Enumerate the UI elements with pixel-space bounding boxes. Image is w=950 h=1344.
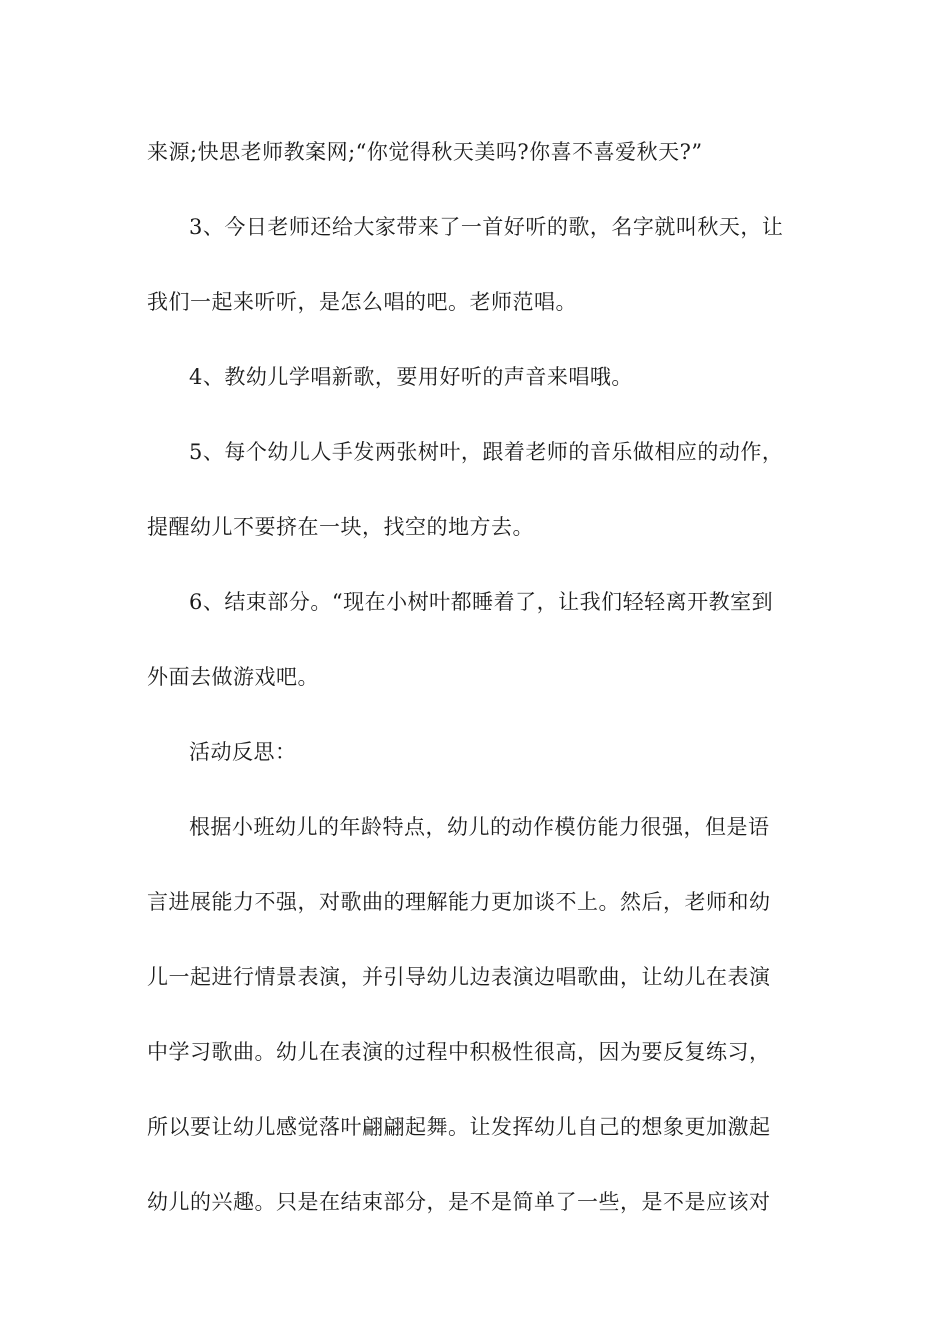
text-line-reflection-2: 言进展能力不强，对歌曲的理解能力更加谈不上。然后，老师和幼	[147, 890, 771, 914]
text-line-step-6-cont: 外面去做游戏吧。	[147, 665, 319, 689]
text-line-step-5-cont: 提醒幼儿不要挤在一块，找空的地方去。	[147, 515, 534, 539]
text-line-step-3: 3、今日老师还给大家带来了一首好听的歌，名字就叫秋天，让	[189, 215, 784, 239]
text-line-reflection-1: 根据小班幼儿的年龄特点，幼儿的动作模仿能力很强，但是语	[189, 815, 770, 839]
text-line-source: 来源;快思老师教案网;“你觉得秋天美吗?你喜不喜爱秋天?”	[147, 140, 703, 164]
text-line-step-4: 4、教幼儿学唱新歌，要用好听的声音来唱哦。	[189, 365, 633, 389]
text-line-reflection-5: 所以要让幼儿感觉落叶翩翩起舞。让发挥幼儿自己的想象更加激起	[147, 1115, 771, 1139]
section-heading-reflection: 活动反思：	[189, 740, 297, 764]
text-line-reflection-3: 儿一起进行情景表演，并引导幼儿边表演边唱歌曲，让幼儿在表演	[147, 965, 771, 989]
text-line-reflection-6: 幼儿的兴趣。只是在结束部分，是不是简单了一些，是不是应该对	[147, 1190, 771, 1214]
text-line-step-5: 5、每个幼儿人手发两张树叶，跟着老师的音乐做相应的动作，	[189, 440, 784, 464]
text-line-reflection-4: 中学习歌曲。幼儿在表演的过程中积极性很高，因为要反复练习，	[147, 1040, 771, 1064]
text-line-step-6: 6、结束部分。“现在小树叶都睡着了，让我们轻轻离开教室到	[189, 590, 774, 614]
text-line-step-3-cont: 我们一起来听听，是怎么唱的吧。老师范唱。	[147, 290, 577, 314]
